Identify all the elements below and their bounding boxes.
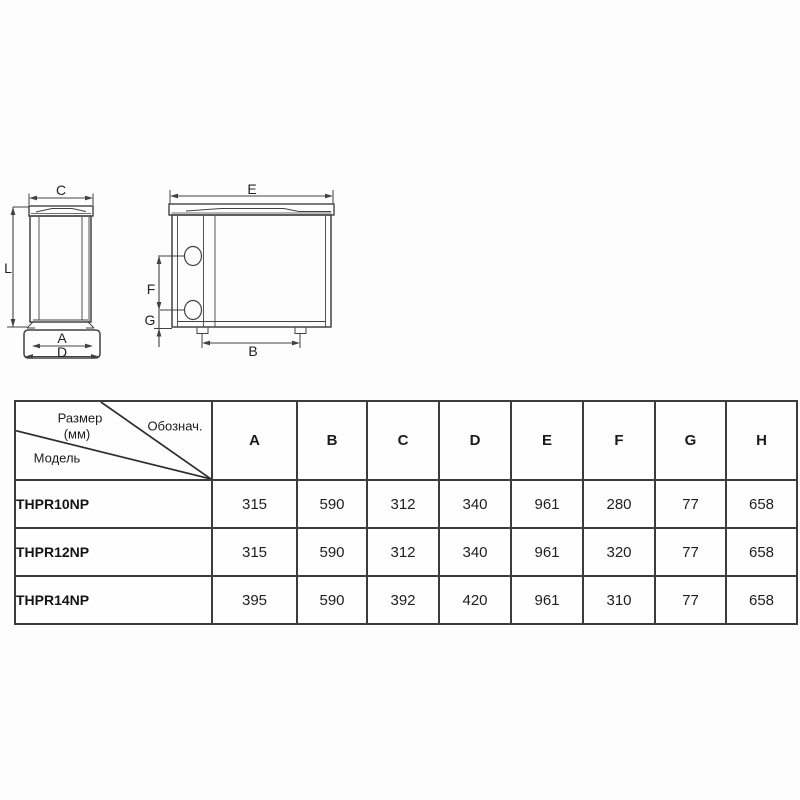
model-cell: THPR12NP bbox=[15, 528, 212, 576]
value-cell: 312 bbox=[367, 480, 439, 528]
value-cell: 961 bbox=[511, 576, 583, 624]
column-header-f: F bbox=[583, 401, 655, 480]
column-header-b: B bbox=[297, 401, 367, 480]
model-cell: THPR14NP bbox=[15, 576, 212, 624]
dim-label-g: G bbox=[144, 312, 156, 328]
column-header-d: D bbox=[439, 401, 511, 480]
table-row bbox=[15, 576, 797, 624]
value-cell: 961 bbox=[511, 528, 583, 576]
dim-label-d: D bbox=[56, 343, 68, 360]
dim-label-f: F bbox=[146, 281, 156, 297]
table-row bbox=[15, 528, 797, 576]
value-cell: 961 bbox=[511, 480, 583, 528]
model-cell: THPR10NP bbox=[15, 480, 212, 528]
corner-diagonal-lines bbox=[16, 402, 211, 479]
table-corner-cell bbox=[15, 401, 212, 480]
value-cell: 77 bbox=[655, 528, 726, 576]
value-cell: 340 bbox=[439, 528, 511, 576]
value-cell: 340 bbox=[439, 480, 511, 528]
corner-unit-label: (мм) bbox=[63, 426, 91, 442]
corner-model-label: Модель bbox=[33, 450, 81, 466]
value-cell: 312 bbox=[367, 528, 439, 576]
corner-designation-label: Обознач. bbox=[147, 418, 203, 434]
dimensions-table bbox=[14, 400, 798, 625]
dim-label-l: L bbox=[4, 260, 12, 276]
table-row bbox=[15, 480, 797, 528]
value-cell: 77 bbox=[655, 576, 726, 624]
value-cell: 658 bbox=[726, 528, 797, 576]
value-cell: 590 bbox=[297, 576, 367, 624]
value-cell: 395 bbox=[212, 576, 297, 624]
value-cell: 315 bbox=[212, 528, 297, 576]
drawing-side-view bbox=[7, 194, 100, 359]
value-cell: 315 bbox=[212, 480, 297, 528]
column-header-h: H bbox=[726, 401, 797, 480]
column-header-e: E bbox=[511, 401, 583, 480]
corner-size-label: Размер bbox=[57, 410, 103, 426]
value-cell: 280 bbox=[583, 480, 655, 528]
value-cell: 658 bbox=[726, 480, 797, 528]
value-cell: 420 bbox=[439, 576, 511, 624]
value-cell: 658 bbox=[726, 576, 797, 624]
table-header-row bbox=[15, 401, 797, 480]
value-cell: 310 bbox=[583, 576, 655, 624]
column-header-a: A bbox=[212, 401, 297, 480]
column-header-c: C bbox=[367, 401, 439, 480]
column-header-g: G bbox=[655, 401, 726, 480]
dim-label-c: C bbox=[55, 182, 67, 198]
dim-label-b: B bbox=[248, 343, 258, 359]
value-cell: 77 bbox=[655, 480, 726, 528]
value-cell: 320 bbox=[583, 528, 655, 576]
value-cell: 392 bbox=[367, 576, 439, 624]
dim-label-a: A bbox=[57, 330, 67, 346]
value-cell: 590 bbox=[297, 480, 367, 528]
dim-label-e: E bbox=[247, 181, 257, 197]
value-cell: 590 bbox=[297, 528, 367, 576]
drawing-front-view bbox=[154, 190, 334, 348]
